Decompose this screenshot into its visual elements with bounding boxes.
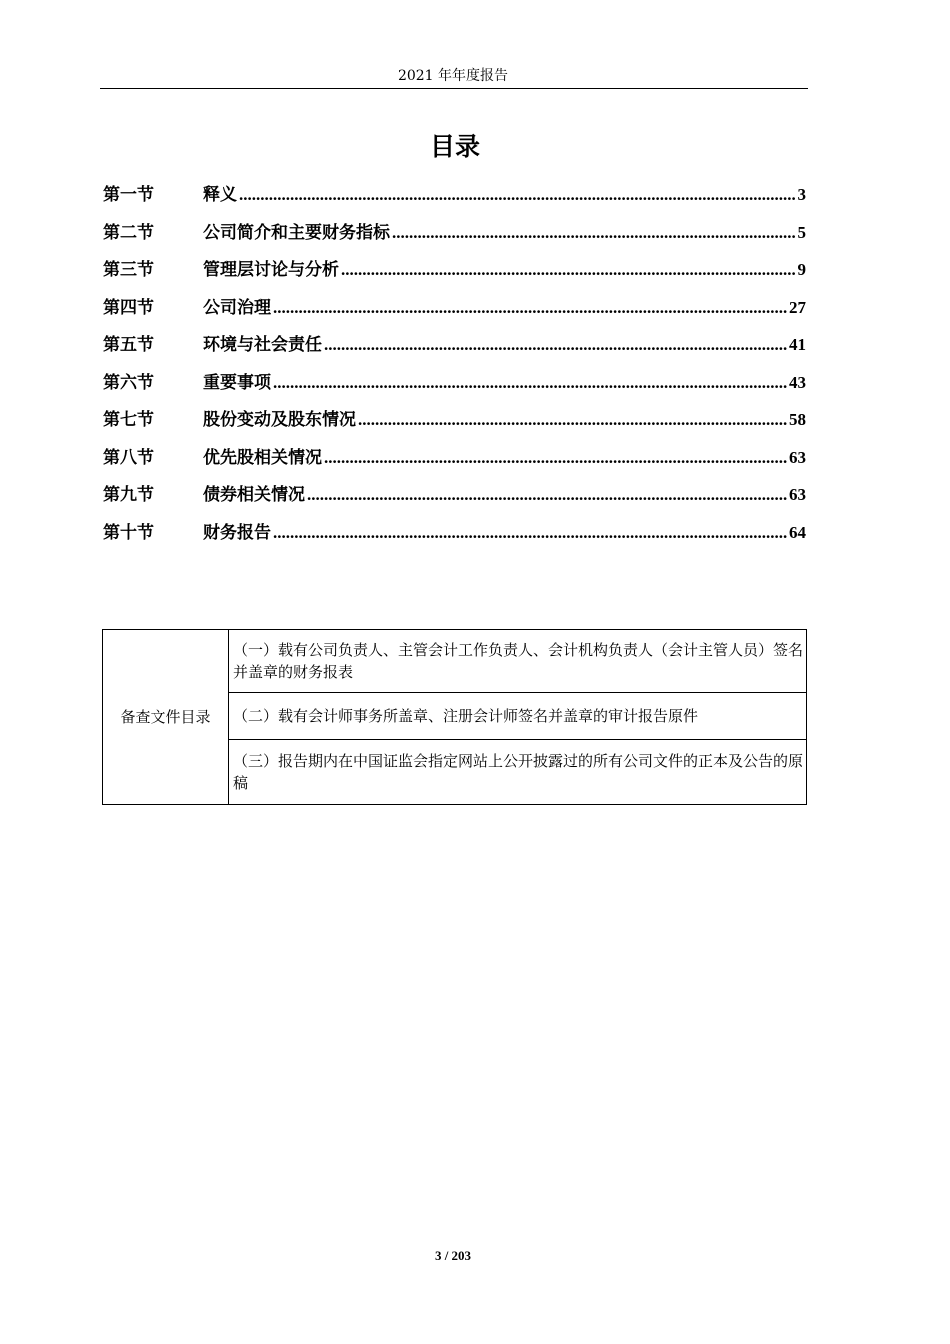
toc-section-name: 债券相关情况 (203, 485, 305, 505)
toc-entry-2[interactable] (103, 218, 806, 256)
toc-leader-dots (324, 335, 787, 355)
toc-section-name: 管理层讨论与分析 (203, 260, 339, 280)
toc-page-number: 63 (789, 447, 806, 467)
toc-section-number: 第九节 (103, 485, 154, 505)
toc-section-number: 第五节 (103, 335, 154, 355)
toc-leader-dots (392, 223, 796, 243)
toc-section-number: 第六节 (103, 372, 154, 393)
toc-section-number: 第三节 (103, 260, 154, 280)
toc-section-name: 释义 (203, 185, 237, 205)
toc-section-name: 优先股相关情况 (203, 447, 322, 468)
toc-section-name: 公司简介和主要财务指标 (203, 222, 390, 243)
toc-leader-dots (307, 485, 787, 505)
toc-entry-1[interactable] (103, 180, 806, 218)
table-row (103, 630, 807, 693)
toc-leader-dots (273, 373, 787, 393)
toc-leader-dots (324, 448, 787, 468)
toc-entry-5[interactable] (103, 330, 806, 368)
toc-entry-9[interactable] (103, 480, 806, 518)
toc-entry-8[interactable] (103, 443, 806, 481)
toc-leader-dots (358, 410, 787, 430)
toc-section-number: 第八节 (103, 447, 154, 468)
toc-section-name: 重要事项 (203, 372, 271, 393)
toc-leader-dots (273, 523, 787, 543)
toc-section-number: 第四节 (103, 297, 154, 318)
toc-entry-3[interactable] (103, 255, 806, 293)
toc-section-number: 第七节 (103, 410, 154, 430)
reference-documents-table (102, 629, 807, 805)
toc-entry-7[interactable] (103, 405, 806, 443)
report-header-title: 2021 年年度报告 (397, 68, 509, 84)
toc-section-number: 第十节 (103, 522, 154, 543)
toc-page-number: 27 (789, 297, 806, 317)
toc-page-number: 43 (789, 372, 806, 392)
toc-page-number: 63 (789, 485, 806, 504)
toc-section-name: 公司治理 (203, 297, 271, 318)
toc-page-number: 41 (789, 335, 806, 354)
toc-section-name: 股份变动及股东情况 (203, 410, 356, 430)
toc-section-name: 环境与社会责任 (203, 335, 322, 355)
toc-page-number: 3 (797, 185, 806, 204)
reference-document-item: （二）载有会计师事务所盖章、注册会计师签名并盖章的审计报告原件 (229, 693, 807, 740)
toc-page-number: 5 (797, 222, 806, 242)
header-divider (100, 88, 808, 89)
toc-entry-6[interactable] (103, 368, 806, 406)
reference-documents-label: 备查文件目录 (103, 630, 229, 805)
toc-leader-dots (239, 185, 796, 205)
toc-page-number: 64 (789, 522, 806, 542)
reference-document-item: （三）报告期内在中国证监会指定网站上公开披露过的所有公司文件的正本及公告的原稿 (229, 740, 807, 805)
reference-document-item: （一）载有公司负责人、主管会计工作负责人、会计机构负责人（会计主管人员）签名并盖章的财务报表 (229, 630, 807, 693)
toc-section-name: 财务报告 (203, 522, 271, 543)
toc-page-number: 58 (789, 410, 806, 429)
toc-section-number: 第二节 (103, 222, 154, 243)
toc-leader-dots (273, 298, 787, 318)
toc-leader-dots (341, 260, 796, 280)
toc-section-number: 第一节 (103, 185, 154, 205)
toc-page-number: 9 (797, 260, 806, 279)
toc-entry-4[interactable] (103, 293, 806, 331)
page-indicator: 3 / 203 (434, 1248, 472, 1263)
table-of-contents (103, 180, 806, 555)
toc-title: 目录 (429, 132, 480, 161)
toc-entry-10[interactable] (103, 518, 806, 556)
